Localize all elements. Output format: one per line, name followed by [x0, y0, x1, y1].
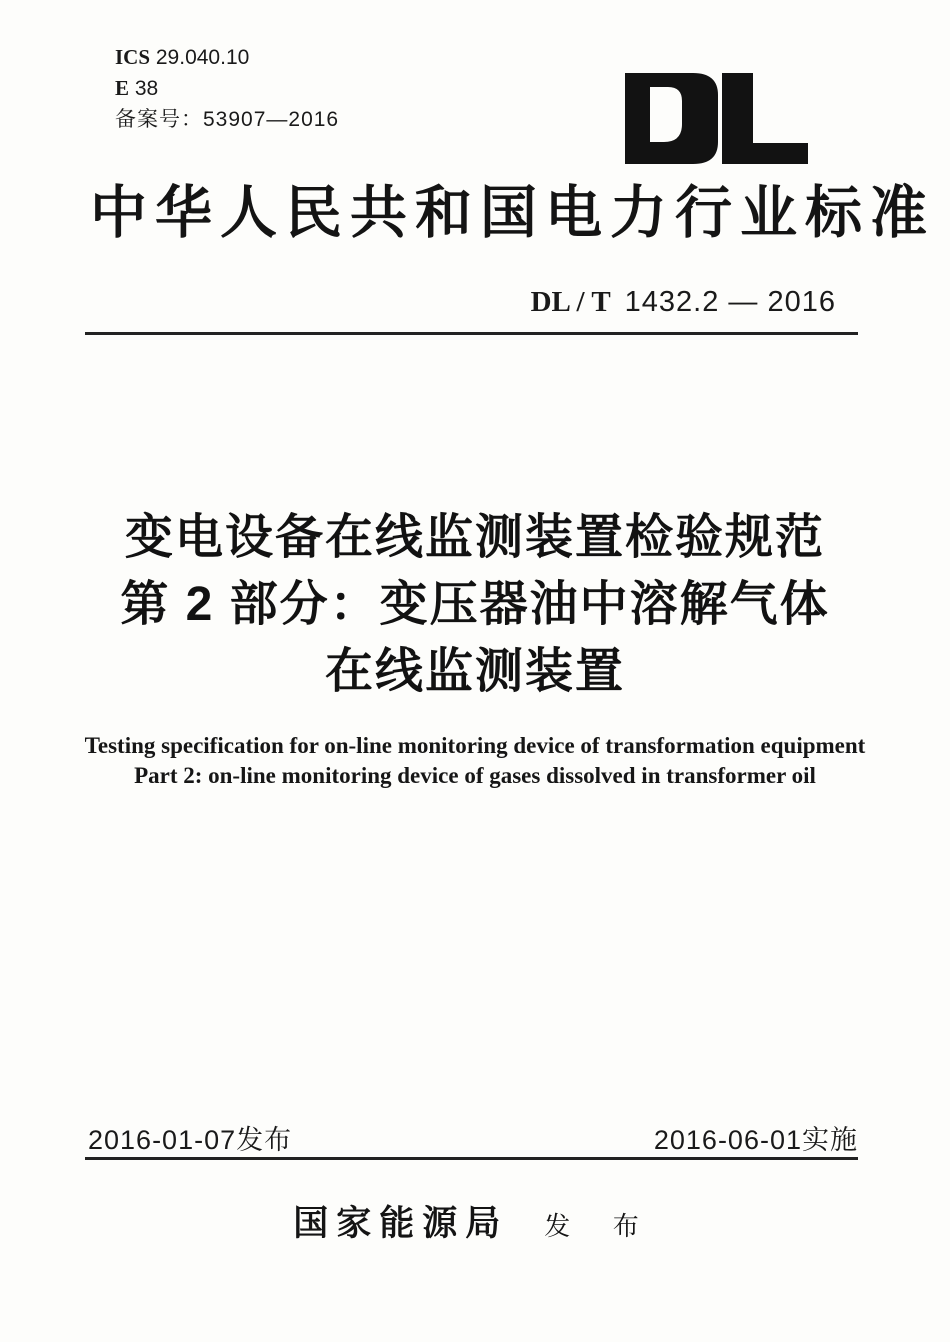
main-title-line1: 变电设备在线监测装置检验规范: [124, 511, 825, 564]
ics-value: 29.040.10: [155, 46, 250, 69]
classification-line: [115, 73, 339, 104]
dl-logo: [625, 73, 808, 164]
ics-label: ICS: [115, 45, 151, 69]
issue-date: 2016-01-07发布: [88, 1125, 293, 1155]
english-title-line2: Part 2: on-line monitoring device of gases dissolved in transformer oil: [134, 763, 816, 788]
main-title-line3: 在线监测装置: [324, 645, 625, 698]
standard-number-prefix: DL / T: [530, 286, 611, 318]
standard-number: [531, 286, 836, 318]
implementation-date: 2016-06-01实施: [653, 1125, 858, 1155]
standard-number-value: 1432.2 — 2016: [624, 286, 836, 318]
dl-logo-graphic: [625, 73, 808, 164]
english-title-line1: Testing specification for on-line monitoring device of transformation equipment: [84, 733, 866, 758]
publisher-name: 国家能源局: [293, 1204, 509, 1243]
header-separator-line: [85, 332, 858, 335]
record-number: 备案号：53907—2016: [115, 108, 340, 131]
main-title-line2: 第 2 部分：变压器油中溶解气体: [120, 578, 830, 631]
standard-category-title: 中华人民共和国电力行业标准: [90, 182, 935, 245]
class-value: 38: [134, 77, 159, 100]
publisher-row: [0, 1196, 950, 1246]
main-title: [0, 504, 950, 705]
header-meta: [115, 42, 339, 135]
footer-separator-line: [85, 1157, 858, 1160]
english-title: [0, 731, 950, 791]
publish-label: 发 布: [544, 1212, 657, 1241]
class-label: E: [115, 76, 130, 100]
ics-line: [115, 42, 339, 73]
dates-row: [88, 1118, 858, 1157]
